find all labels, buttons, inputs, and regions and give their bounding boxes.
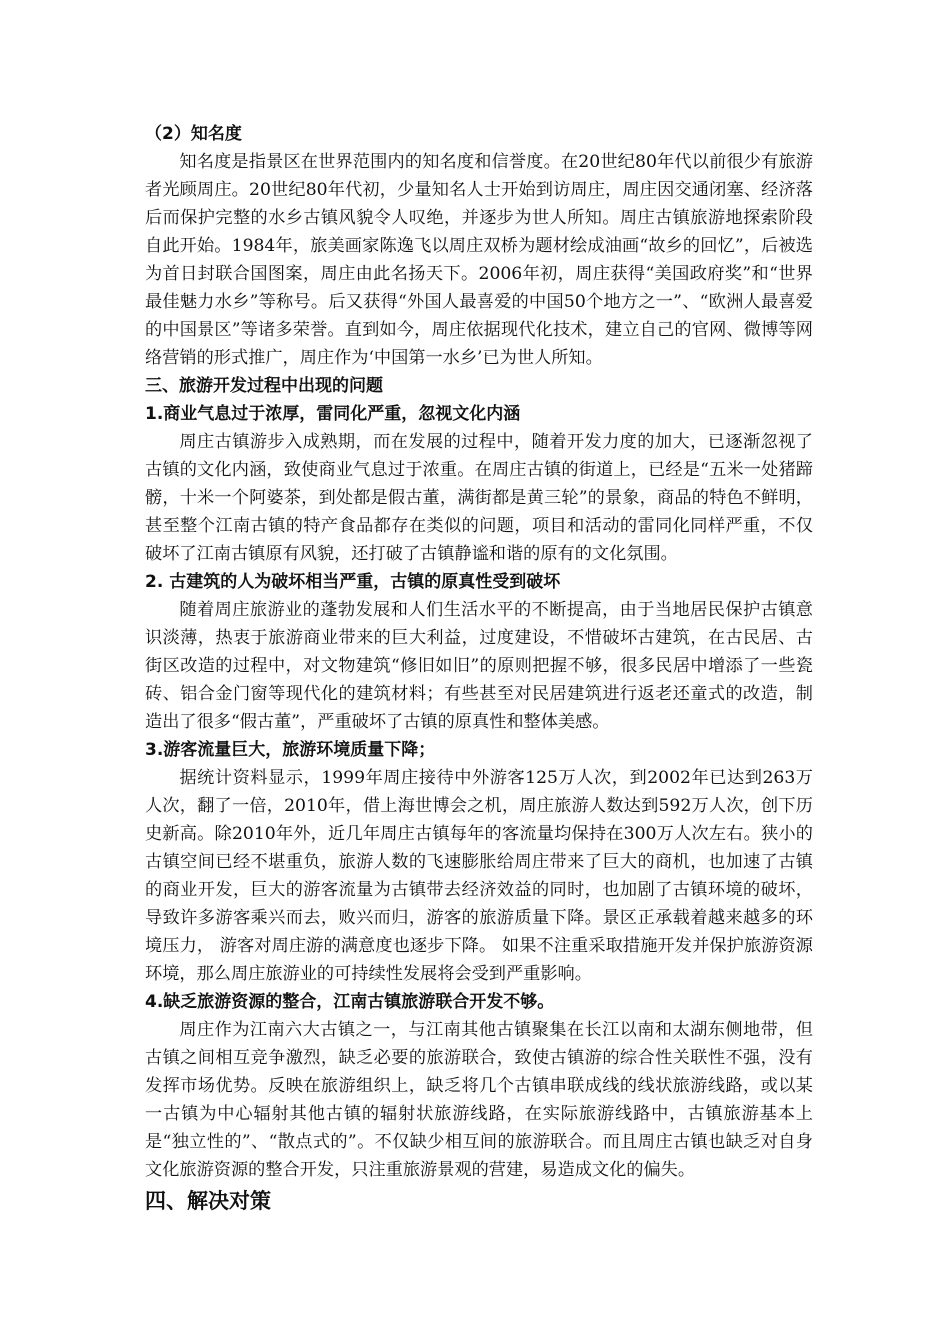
problem-2-heading: 2. 古建筑的人为破坏相当严重，古镇的原真性受到破坏 [145, 572, 561, 592]
popularity-heading: （2）知名度 [145, 124, 242, 144]
problems-section-heading: 三、旅游开发过程中出现的问题 [145, 376, 383, 396]
problem-3-paragraph: 据统计资料显示，1999年周庄接待中外游客125万人次，到2002年已达到263万人次，翻了一倍，2010年，借上海世博会之机，周庄旅游人数达到592万人次，创下历史新高。除2010年外，近几年周庄古镇每年的客流量均保持在300万人次左右。狭小的古镇空间已经不堪重负，旅游人数的飞速膨胀给周庄带来了巨大的商机，也加速了古镇的商业开发，巨大的游客流量为古镇带去经济效益的同时，也加剧了古镇环境的破坏，导致许多游客乘兴而去，败兴而归，游客的旅游质量下降。景区正承载着越来越多的环境压力， 游客对周庄游的满意度也逐步下降。 如果不注重采取措施开发并保护旅游资源环境，那么周庄旅游业的可持续性发展将会受到严重影响。 [145, 768, 813, 984]
problem-2-paragraph: 随着周庄旅游业的蓬勃发展和人们生活水平的不断提高，由于当地居民保护古镇意识淡薄，热衷于旅游商业带来的巨大利益，过度建设，不惜破坏古建筑，在古民居、古街区改造的过程中，对文物建筑“修旧如旧”的原则把握不够，很多民居中增添了一些瓷砖、铝合金门窗等现代化的建筑材料；有些甚至对民居建筑进行返老还童式的改造，制造出了很多“假古董”，严重破坏了古镇的原真性和整体美感。 [145, 600, 813, 732]
problem-4-heading: 4.缺乏旅游资源的整合，江南古镇旅游联合开发不够。 [145, 992, 555, 1012]
solutions-section-heading: 四、解决对策 [145, 1189, 271, 1213]
problem-4-paragraph: 周庄作为江南六大古镇之一，与江南其他古镇聚集在长江以南和太湖东侧地带，但古镇之间相互竞争激烈，缺乏必要的旅游联合，致使古镇游的综合性关联性不强，没有发挥市场优势。反映在旅游组织上，缺乏将几个古镇串联成线的线状旅游线路，或以某一古镇为中心辐射其他古镇的辐射状旅游线路，在实际旅游线路中，古镇旅游基本上是“独立性的”、“散点式的”。不仅缺少相互间的旅游联合。而且周庄古镇也缺乏对自身文化旅游资源的整合开发，只注重旅游景观的营建，易造成文化的偏失。 [145, 1020, 813, 1180]
problem-1-heading: 1.商业气息过于浓厚，雷同化严重，忽视文化内涵 [145, 404, 521, 424]
popularity-paragraph: 知名度是指景区在世界范围内的知名度和信誉度。在20世纪80年代以前很少有旅游者光顾周庄。20世纪80年代初，少量知名人士开始到访周庄，周庄因交通闭塞、经济落后而保护完整的水乡古镇风貌令人叹绝，并逐步为世人所知。周庄古镇旅游地探索阶段自此开始。1984年，旅美画家陈逸飞以周庄双桥为题材绘成油画“故乡的回忆”，后被选为首日封联合国图案，周庄由此名扬天下。2006年初，周庄获得“美国政府奖”和“世界最佳魅力水乡”等称号。后又获得“外国人最喜爱的中国50个地方之一”、“欧洲人最喜爱的中国景区”等诸多荣誉。直到如今，周庄依据现代化技术，建立自己的官网、微博等网络营销的形式推广，周庄作为‘中国第一水乡’已为世人所知。 [145, 152, 813, 368]
document-page [145, 120, 813, 1218]
problem-1-paragraph: 周庄古镇游步入成熟期，而在发展的过程中，随着开发力度的加大，已逐渐忽视了古镇的文化内涵，致使商业气息过于浓重。在周庄古镇的街道上，已经是“五米一处猪蹄髈，十米一个阿婆茶，到处都是假古董，满街都是黄三轮”的景象，商品的特色不鲜明，甚至整个江南古镇的特产食品都存在类似的问题，项目和活动的雷同化同样严重，不仅破坏了江南古镇原有风貌，还打破了古镇静谧和谐的原有的文化氛围。 [145, 432, 813, 564]
problem-3-heading: 3.游客流量巨大，旅游环境质量下降； [145, 740, 436, 760]
